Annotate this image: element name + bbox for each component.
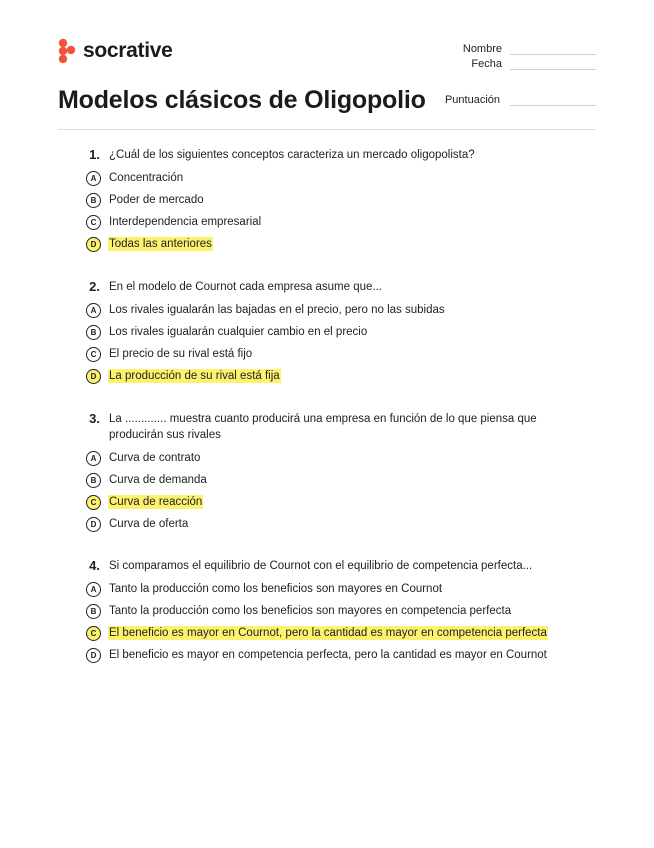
option-a <box>86 578 556 600</box>
score-label: Puntuación <box>444 94 500 106</box>
option-letter-badge: D <box>86 517 101 532</box>
option-text: Curva de demanda <box>109 474 207 486</box>
option-letter-badge: B <box>86 325 101 340</box>
option-text: Curva de reacción <box>109 496 203 508</box>
question-number: 4. <box>89 558 100 573</box>
option-text: Concentración <box>109 172 184 184</box>
option-text: El beneficio es mayor en competencia perfecta, pero la cantidad es mayor en Cournot <box>109 649 547 661</box>
name-field <box>463 40 596 55</box>
option-text: Los rivales igualarán cualquier cambio en el precio <box>109 326 368 338</box>
option-letter-badge: A <box>86 303 101 318</box>
option-c <box>86 343 556 365</box>
option-text: El precio de su rival está fijo <box>109 348 253 360</box>
option-text: Los rivales igualarán las bajadas en el precio, pero no las subidas <box>109 304 445 316</box>
socrative-logo <box>57 37 173 65</box>
option-text: Tanto la producción como los beneficios son mayores en competencia perfecta <box>109 605 512 617</box>
question-text: ¿Cuál de los siguientes conceptos caracteriza un mercado oligopolista? <box>109 149 475 161</box>
brand-name: socrative <box>83 39 173 62</box>
option-d-correct <box>86 233 556 255</box>
option-b <box>86 600 556 622</box>
option-text: Curva de contrato <box>109 452 201 464</box>
option-letter-badge: B <box>86 473 101 488</box>
question-2 <box>86 279 556 387</box>
option-letter-badge: A <box>86 451 101 466</box>
question-number: 2. <box>89 279 100 294</box>
option-c <box>86 211 556 233</box>
option-letter-badge: C <box>86 347 101 362</box>
socrative-logo-icon <box>57 38 77 64</box>
question-3 <box>86 411 556 535</box>
question-4 <box>86 558 556 666</box>
option-c-correct <box>86 622 556 644</box>
option-a <box>86 167 556 189</box>
question-number: 1. <box>89 147 100 162</box>
option-b <box>86 321 556 343</box>
option-b <box>86 189 556 211</box>
option-letter-badge: A <box>86 582 101 597</box>
question-1 <box>86 147 556 255</box>
option-letter-badge: D <box>86 237 101 252</box>
option-text: Todas las anteriores <box>109 238 212 250</box>
option-c-correct <box>86 491 556 513</box>
option-text: Curva de oferta <box>109 518 189 530</box>
option-letter-badge: B <box>86 193 101 208</box>
option-letter-badge: A <box>86 171 101 186</box>
question-text: La ............. muestra cuanto producirá una empresa en función de lo que piensa que producirán sus rivales <box>109 413 537 441</box>
option-a <box>86 447 556 469</box>
option-text: La producción de su rival está fija <box>109 370 280 382</box>
header-divider <box>58 129 596 130</box>
name-label: Nombre <box>462 43 502 55</box>
option-b <box>86 469 556 491</box>
question-number: 3. <box>89 411 100 426</box>
option-letter-badge: D <box>86 648 101 663</box>
question-text: Si comparamos el equilibrio de Cournot con el equilibrio de competencia perfecta... <box>109 560 533 572</box>
option-letter-badge: C <box>86 626 101 641</box>
option-d-correct <box>86 365 556 387</box>
page-title: Modelos clásicos de Oligopolio <box>58 86 426 114</box>
date-label: Fecha <box>471 58 502 70</box>
option-a <box>86 299 556 321</box>
option-text: Poder de mercado <box>109 194 204 206</box>
option-letter-badge: B <box>86 604 101 619</box>
score-line <box>510 95 596 106</box>
option-d <box>86 513 556 535</box>
option-letter-badge: C <box>86 495 101 510</box>
date-line <box>510 59 596 70</box>
option-text: El beneficio es mayor en Cournot, pero la cantidad es mayor en competencia perfecta <box>109 627 547 639</box>
option-letter-badge: D <box>86 369 101 384</box>
option-text: Tanto la producción como los beneficios son mayores en Cournot <box>109 583 443 595</box>
option-letter-badge: C <box>86 215 101 230</box>
student-fields <box>463 40 596 70</box>
question-text: En el modelo de Cournot cada empresa asume que... <box>109 281 382 293</box>
option-text: Interdependencia empresarial <box>109 216 262 228</box>
score-field <box>445 94 596 106</box>
option-d <box>86 644 556 666</box>
date-field <box>463 55 596 70</box>
name-line <box>510 44 596 55</box>
